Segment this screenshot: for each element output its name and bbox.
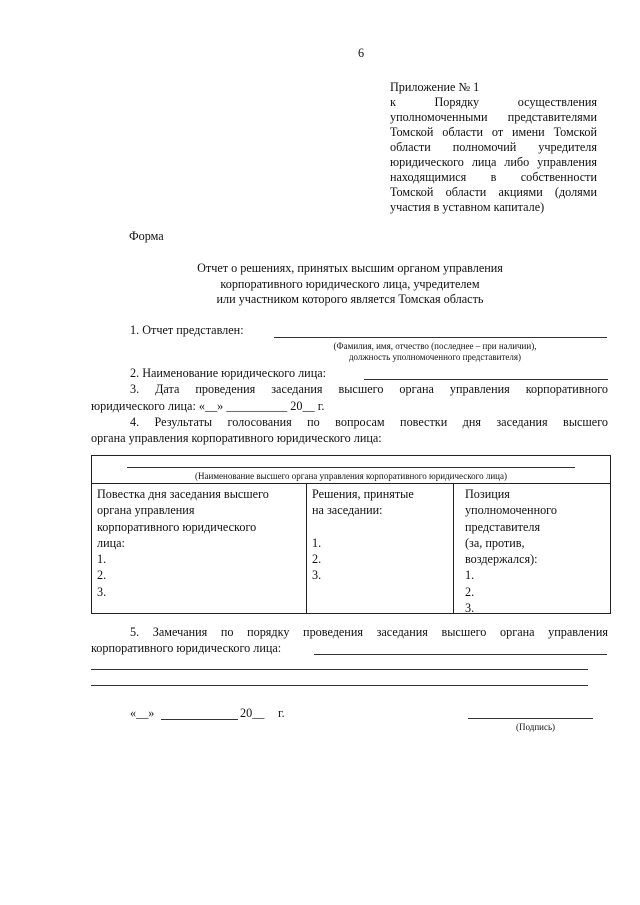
position-line: уполномоченного xyxy=(465,503,557,518)
appendix-line xyxy=(390,95,597,110)
footer-date-suffix: г. xyxy=(278,706,285,720)
item4-line2: органа управления корпоративного юридического лица: xyxy=(91,431,382,445)
appendix-word: в xyxy=(490,170,497,184)
position-line: представителя xyxy=(465,519,541,534)
appendix-lines xyxy=(390,95,597,200)
item5-fill-line[interactable] xyxy=(314,654,607,655)
item1-hint-line1: (Фамилия, имя, отчество (последнее – при наличии), xyxy=(333,341,537,351)
signature-line[interactable] xyxy=(468,718,593,719)
item2-fill-line[interactable] xyxy=(364,379,608,380)
position-line: Позиция xyxy=(465,487,510,501)
footer-date-open: «__» xyxy=(130,706,155,720)
appendix-word: учредителя xyxy=(538,140,597,154)
item1-hint-line2: должность уполномоченного представителя) xyxy=(348,352,522,362)
title-line: Отчет о решениях, принятых высшим органом управления xyxy=(197,261,503,275)
table-column-divider xyxy=(306,483,307,613)
item5-line1: 5. Замечания по порядку проведения заседания высшего органа управления xyxy=(130,625,608,639)
table-divider xyxy=(92,483,610,484)
appendix-line: юридического лица либо управления xyxy=(390,155,597,169)
title-line: корпоративного юридического лица, учредителем xyxy=(220,276,480,291)
item5-fill-line[interactable] xyxy=(91,685,588,686)
decisions-line: на заседании: xyxy=(312,503,383,518)
title-line: или участником которого является Томская область xyxy=(216,292,484,306)
appendix-word: собственности xyxy=(520,170,597,184)
agenda-line: корпоративного юридического xyxy=(97,519,257,534)
position-column xyxy=(465,486,557,616)
appendix-line: Томской области акциями (долями xyxy=(390,185,597,199)
agenda-line: Повестка дня заседания высшего xyxy=(97,487,269,501)
footer-date-month-line[interactable] xyxy=(161,719,238,720)
appendix-line xyxy=(390,140,597,155)
item1-fill-line[interactable] xyxy=(274,337,607,338)
table-header-hint: (Наименование высшего органа управления корпоративного юридического лица) xyxy=(195,471,507,481)
footer-date-year: 20__ xyxy=(240,706,265,720)
appendix-last-line: участия в уставном капитале) xyxy=(390,200,545,214)
form-label: Форма xyxy=(129,229,164,243)
item4-line1: 4. Результаты голосования по вопросам повестки дня заседания высшего xyxy=(130,415,608,429)
decisions-line: 2. xyxy=(312,552,322,567)
agenda-line: 2. xyxy=(97,568,107,583)
appendix-word: к xyxy=(390,95,396,109)
agenda-line: 3. xyxy=(97,584,107,599)
item1-hint xyxy=(300,341,570,363)
item1-label: 1. Отчет представлен: xyxy=(130,323,244,337)
table-column-divider xyxy=(453,483,454,613)
item3-line1: 3. Дата проведения заседания высшего органа управления корпоративного xyxy=(130,382,608,396)
position-line: 1. xyxy=(465,568,475,583)
voting-results-table xyxy=(91,455,611,614)
position-line: воздержался): xyxy=(465,552,538,567)
decisions-line: 3. xyxy=(312,568,322,583)
appendix-word: области xyxy=(390,140,431,154)
document-title xyxy=(100,261,600,308)
agenda-line: органа управления xyxy=(97,503,195,518)
appendix-word: осуществления xyxy=(517,95,597,109)
appendix-title: Приложение № 1 xyxy=(390,80,480,94)
agenda-line: лица: xyxy=(97,535,125,550)
decisions-spacer xyxy=(312,519,414,535)
decisions-line: 1. xyxy=(312,535,322,550)
appendix-line xyxy=(390,170,597,185)
decisions-line: Решения, принятые xyxy=(312,487,414,501)
item5-line2: корпоративного юридического лица: xyxy=(91,641,282,655)
signature-hint: (Подпись) xyxy=(516,722,556,732)
appendix-line: Томской области от имени Томской xyxy=(390,125,597,139)
page-number: 6 xyxy=(358,46,365,60)
decisions-column xyxy=(312,486,414,584)
agenda-line: 1. xyxy=(97,552,107,567)
position-line: 3. xyxy=(465,601,475,616)
agenda-column xyxy=(97,486,269,600)
item5-fill-line[interactable] xyxy=(91,669,588,670)
position-line: (за, против, xyxy=(465,535,525,550)
appendix-word: Порядку xyxy=(434,95,480,109)
appendix-block xyxy=(390,80,597,215)
position-line: 2. xyxy=(465,584,475,599)
table-organ-name-line[interactable] xyxy=(127,467,575,468)
item2-label: 2. Наименование юридического лица: xyxy=(130,366,327,380)
appendix-word: находящимися xyxy=(390,170,467,184)
appendix-word: полномочий xyxy=(452,140,517,154)
appendix-line: уполномоченными представителями xyxy=(390,110,597,124)
item3-line2: юридического лица: «__» __________ 20__ г. xyxy=(91,399,325,413)
